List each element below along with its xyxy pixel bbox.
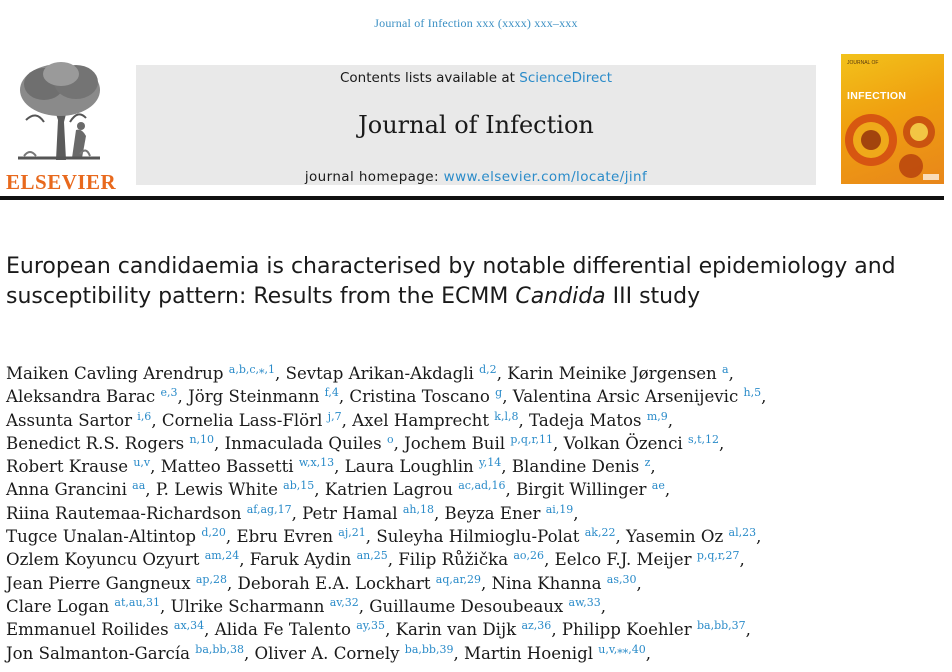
author-name-text: Ulrike Scharmann xyxy=(170,596,325,616)
author-separator: , xyxy=(573,503,579,523)
affiliation-marker[interactable]: aa xyxy=(132,479,146,493)
affiliation-marker[interactable]: h,5 xyxy=(743,386,762,400)
affiliation-marker[interactable]: d,20 xyxy=(201,526,226,540)
author-separator: , xyxy=(160,596,166,616)
author-separator: , xyxy=(204,620,210,640)
author-name[interactable] xyxy=(512,457,656,476)
author-name-text: Robert Krause xyxy=(6,457,129,477)
author-name-text: Deborah E.A. Lockhart xyxy=(237,573,431,593)
affiliation-marker[interactable]: p,q,r,11 xyxy=(510,432,553,446)
author-name-text: Benedict R.S. Rogers xyxy=(6,433,185,453)
cover-small-text: JOURNAL OF xyxy=(847,60,879,66)
author-name[interactable] xyxy=(626,527,761,546)
elsevier-logo[interactable] xyxy=(4,60,117,194)
author-name[interactable] xyxy=(188,387,344,406)
affiliation-marker[interactable]: ax,34 xyxy=(173,619,205,633)
affiliation-marker[interactable]: ap,28 xyxy=(195,572,227,586)
author-separator: , xyxy=(745,620,751,640)
author-separator: , xyxy=(505,480,511,500)
affiliation-marker[interactable]: ai,19 xyxy=(545,502,574,516)
author-name-text: Oliver A. Cornely xyxy=(254,643,400,663)
author-name-text: Matteo Bassetti xyxy=(160,457,294,477)
author-name-text: Jochem Buil xyxy=(404,433,506,453)
author-separator: , xyxy=(150,457,156,477)
author-separator: , xyxy=(728,364,734,383)
author-name-text: Karin van Dijk xyxy=(395,620,517,640)
author-name-text: Suleyha Hilmioglu-Polat xyxy=(376,527,580,547)
author-separator: , xyxy=(664,480,671,500)
journal-header-box xyxy=(136,65,816,185)
author-name[interactable] xyxy=(516,480,670,499)
journal-name: Journal of Infection xyxy=(358,111,594,139)
author-line xyxy=(6,362,946,385)
author-line xyxy=(6,385,946,408)
author-name[interactable] xyxy=(6,574,232,593)
affiliation-marker[interactable]: j,7 xyxy=(327,409,342,423)
author-separator: , xyxy=(551,620,557,640)
affiliation-marker[interactable]: ay,35 xyxy=(356,619,386,633)
author-separator: , xyxy=(385,620,391,640)
author-separator: , xyxy=(636,573,642,593)
author-name[interactable] xyxy=(6,644,249,663)
author-name-text: P. Lewis White xyxy=(155,480,278,500)
author-separator: , xyxy=(756,527,762,547)
author-line xyxy=(6,455,946,478)
homepage-prefix: journal homepage: xyxy=(304,169,444,185)
author-name[interactable] xyxy=(464,644,651,663)
affiliation-marker[interactable]: az,36 xyxy=(521,619,552,633)
author-name[interactable] xyxy=(6,504,297,523)
author-separator: , xyxy=(275,364,281,383)
title-text-end: III study xyxy=(605,283,701,309)
affiliation-marker[interactable]: f,4 xyxy=(324,386,339,400)
author-separator: , xyxy=(334,457,340,477)
affiliation-marker[interactable]: am,24 xyxy=(204,549,240,563)
author-separator: , xyxy=(358,596,364,616)
author-name-text: Yasemin Oz xyxy=(626,527,724,547)
author-line xyxy=(6,618,946,641)
article-title xyxy=(6,252,906,311)
affiliation-marker[interactable]: z xyxy=(644,456,651,470)
author-separator: , xyxy=(667,410,674,430)
author-name-text: Petr Hamal xyxy=(302,503,398,523)
author-name[interactable] xyxy=(369,597,606,616)
author-name-text: Aleksandra Barac xyxy=(6,387,156,407)
author-separator: , xyxy=(501,457,507,477)
author-separator: , xyxy=(496,364,502,383)
author-name-text: Jörg Steinmann xyxy=(188,387,320,407)
author-name[interactable] xyxy=(215,620,391,639)
affiliation-marker[interactable]: g xyxy=(495,386,503,400)
author-separator: , xyxy=(645,643,652,663)
affiliation-marker[interactable]: as,30 xyxy=(606,572,637,586)
sciencedirect-link[interactable]: ScienceDirect xyxy=(519,70,613,86)
affiliation-marker[interactable]: i,6 xyxy=(137,409,152,423)
author-separator: , xyxy=(600,596,606,616)
author-line xyxy=(6,502,946,525)
author-line xyxy=(6,548,946,571)
author-name[interactable] xyxy=(396,620,557,639)
affiliation-marker[interactable]: ah,18 xyxy=(402,502,434,516)
contents-prefix: Contents lists available at xyxy=(339,70,520,86)
cover-artwork xyxy=(841,102,944,184)
affiliation-marker[interactable]: ae xyxy=(651,479,665,493)
author-name-text: Tadeja Matos xyxy=(529,410,642,430)
author-name[interactable] xyxy=(6,411,157,430)
affiliation-marker[interactable]: ab,15 xyxy=(283,479,315,493)
author-name-text: Philipp Koehler xyxy=(561,620,692,640)
author-name-text: Martin Hoenigl xyxy=(464,643,594,663)
author-name[interactable] xyxy=(286,364,502,383)
author-name-text: Beyza Ener xyxy=(444,503,541,523)
affiliation-marker[interactable]: al,23 xyxy=(728,526,757,540)
affiliation-marker[interactable]: w,x,13 xyxy=(298,456,335,470)
author-name-text: Blandine Denis xyxy=(511,457,640,477)
author-name[interactable] xyxy=(398,550,549,569)
author-name-text: Riina Rautemaa-Richardson xyxy=(6,503,242,523)
journal-reference: Journal of Infection xxx (xxxx) xxx–xxx xyxy=(374,16,578,30)
affiliation-marker[interactable]: y,14 xyxy=(479,456,502,470)
author-name[interactable] xyxy=(255,644,459,663)
author-name-text: Volkan Özenci xyxy=(563,433,683,453)
author-name[interactable] xyxy=(6,364,280,383)
author-name-text: Guillaume Desoubeaux xyxy=(369,596,564,616)
author-name[interactable] xyxy=(6,620,209,639)
elsevier-wordmark: ELSEVIER xyxy=(6,170,117,194)
author-name-text: Laura Loughlin xyxy=(344,457,474,477)
affiliation-marker[interactable]: d,2 xyxy=(479,363,497,376)
author-name[interactable] xyxy=(6,550,244,569)
author-name[interactable] xyxy=(352,411,524,430)
author-separator: , xyxy=(243,643,250,663)
author-name-text: Inmaculada Quiles xyxy=(224,433,382,453)
author-separator: , xyxy=(719,433,725,453)
author-name[interactable] xyxy=(6,480,151,499)
author-line xyxy=(6,525,946,548)
author-name[interactable] xyxy=(238,574,487,593)
affiliation-marker[interactable]: a xyxy=(722,363,729,376)
author-name[interactable] xyxy=(564,434,725,453)
author-name-text: Ozlem Koyuncu Ozyurt xyxy=(6,550,200,570)
author-name-text: Anna Grancini xyxy=(6,480,127,500)
affiliation-marker[interactable]: af,ag,17 xyxy=(246,502,292,516)
author-name[interactable] xyxy=(302,504,439,523)
affiliation-marker[interactable]: av,32 xyxy=(329,595,359,609)
author-separator: , xyxy=(544,550,550,570)
title-italic-text: Candida xyxy=(515,283,606,309)
author-separator: , xyxy=(387,550,393,570)
author-line xyxy=(6,478,946,501)
affiliation-marker[interactable]: ak,22 xyxy=(584,526,616,540)
author-separator: , xyxy=(291,503,297,523)
author-line xyxy=(6,572,946,595)
author-name-text: Birgit Willinger xyxy=(516,480,647,500)
author-separator: , xyxy=(615,527,621,547)
author-name-text: Assunta Sartor xyxy=(6,410,133,430)
author-separator: , xyxy=(650,457,656,477)
author-separator: , xyxy=(518,410,524,430)
author-name-text: Emmanuel Roilides xyxy=(6,620,169,640)
author-name[interactable] xyxy=(513,387,767,406)
journal-cover-image[interactable] xyxy=(841,54,944,184)
elsevier-tree-icon xyxy=(6,60,112,164)
author-separator: , xyxy=(341,410,347,430)
author-line xyxy=(6,642,946,665)
affiliation-marker[interactable]: e,3 xyxy=(160,386,178,400)
author-name[interactable] xyxy=(6,434,219,453)
author-name[interactable] xyxy=(6,527,231,546)
author-name-text: Faruk Aydin xyxy=(249,550,352,570)
homepage-line xyxy=(136,169,816,185)
affiliation-marker[interactable]: m,9 xyxy=(646,409,668,423)
author-name[interactable] xyxy=(162,411,347,430)
affiliation-marker[interactable]: aw,33 xyxy=(568,595,601,609)
journal-homepage-link[interactable]: www.elsevier.com/locate/jinf xyxy=(443,169,648,185)
author-name-text: Jon Salmanton-García xyxy=(6,643,191,663)
author-separator: , xyxy=(761,387,767,407)
affiliation-marker[interactable]: s,t,12 xyxy=(687,432,720,446)
author-name[interactable] xyxy=(156,480,320,499)
author-name[interactable] xyxy=(555,550,745,569)
affiliation-marker[interactable]: an,25 xyxy=(356,549,388,563)
affiliation-marker[interactable]: k,l,8 xyxy=(494,409,519,423)
author-name-text: Cristina Toscano xyxy=(349,387,490,407)
affiliation-marker[interactable]: ba,bb,38 xyxy=(195,642,244,656)
contents-line xyxy=(136,70,816,86)
author-name[interactable] xyxy=(376,527,620,546)
journal-masthead xyxy=(0,54,952,194)
author-separator: , xyxy=(553,433,559,453)
author-name[interactable] xyxy=(250,550,393,569)
author-name-text: Tugce Unalan-Altintop xyxy=(6,527,197,547)
author-separator: , xyxy=(453,643,459,663)
author-name-text: Valentina Arsic Arsenijevic xyxy=(512,387,739,407)
affiliation-marker[interactable]: ac,ad,16 xyxy=(458,479,506,493)
author-separator: , xyxy=(481,573,487,593)
author-separator: , xyxy=(177,387,183,407)
author-name-text: Filip Růžička xyxy=(398,550,509,570)
author-name[interactable] xyxy=(404,434,558,453)
affiliation-marker[interactable]: ao,26 xyxy=(513,549,545,563)
affiliation-marker[interactable]: u,v,⁎⁎,40 xyxy=(598,642,646,656)
author-name-text: Sevtap Arikan-Akdagli xyxy=(285,364,474,383)
author-name-text: Axel Hamprecht xyxy=(352,410,490,430)
author-name-text: Eelco F.J. Meijer xyxy=(554,550,692,570)
author-name[interactable] xyxy=(171,597,364,616)
author-name[interactable] xyxy=(492,574,642,593)
author-name[interactable] xyxy=(445,504,579,523)
author-name[interactable] xyxy=(236,527,371,546)
author-separator: , xyxy=(226,573,233,593)
affiliation-marker[interactable]: aq,ar,29 xyxy=(435,572,481,586)
author-name[interactable] xyxy=(161,457,340,476)
author-name[interactable] xyxy=(325,480,511,499)
author-name-text: Maiken Cavling Arendrup xyxy=(6,364,224,383)
affiliation-marker[interactable]: ba,bb,37 xyxy=(696,619,746,633)
author-name-text: Nina Khanna xyxy=(491,573,602,593)
author-separator: , xyxy=(214,433,220,453)
author-line xyxy=(6,432,946,455)
author-name-text: Jean Pierre Gangneux xyxy=(6,573,191,593)
affiliation-marker[interactable]: u,v xyxy=(133,456,151,470)
author-name-text: Clare Logan xyxy=(6,596,110,616)
author-line xyxy=(6,595,946,618)
author-name-text: Alida Fe Talento xyxy=(214,620,351,640)
title-text: European candidaemia is characterised by notable differential epidemiology and susceptibility pattern: Results from the ECMM xyxy=(6,254,896,309)
author-name-text: Katrien Lagrou xyxy=(324,480,453,500)
author-name-text: Cornelia Lass-Flörl xyxy=(161,410,323,430)
affiliation-marker[interactable]: p,q,r,27 xyxy=(696,549,740,563)
author-separator: , xyxy=(338,387,345,407)
author-name[interactable] xyxy=(6,597,165,616)
author-separator: , xyxy=(502,387,508,407)
affiliation-marker[interactable]: at,au,31 xyxy=(114,595,161,609)
author-name-text: Karin Meinike Jørgensen xyxy=(507,364,717,383)
author-separator: , xyxy=(365,527,372,547)
affiliation-marker[interactable]: o xyxy=(386,432,394,446)
header-divider xyxy=(0,196,944,200)
author-separator: , xyxy=(225,527,232,547)
author-name[interactable] xyxy=(349,387,507,406)
author-name[interactable] xyxy=(562,620,751,639)
author-list xyxy=(6,362,946,665)
cover-title: INFECTION xyxy=(847,90,907,102)
affiliation-marker[interactable]: aj,21 xyxy=(338,526,366,540)
author-name[interactable] xyxy=(6,457,155,476)
author-line xyxy=(6,409,946,432)
author-separator: , xyxy=(393,433,399,453)
author-name-text: Ebru Evren xyxy=(236,527,334,547)
author-separator: , xyxy=(433,503,440,523)
affiliation-marker[interactable]: ba,bb,39 xyxy=(404,642,454,656)
author-name[interactable] xyxy=(507,364,734,383)
author-separator: , xyxy=(145,480,151,500)
author-name[interactable] xyxy=(225,434,399,453)
affiliation-marker[interactable]: a,b,c,⁎,1 xyxy=(228,363,276,376)
author-name[interactable] xyxy=(345,457,507,476)
author-separator: , xyxy=(151,410,157,430)
affiliation-marker[interactable]: n,10 xyxy=(189,432,215,446)
author-name[interactable] xyxy=(529,411,673,430)
author-separator: , xyxy=(314,480,320,500)
author-name[interactable] xyxy=(6,387,183,406)
author-separator: , xyxy=(239,550,245,570)
author-separator: , xyxy=(739,550,745,570)
